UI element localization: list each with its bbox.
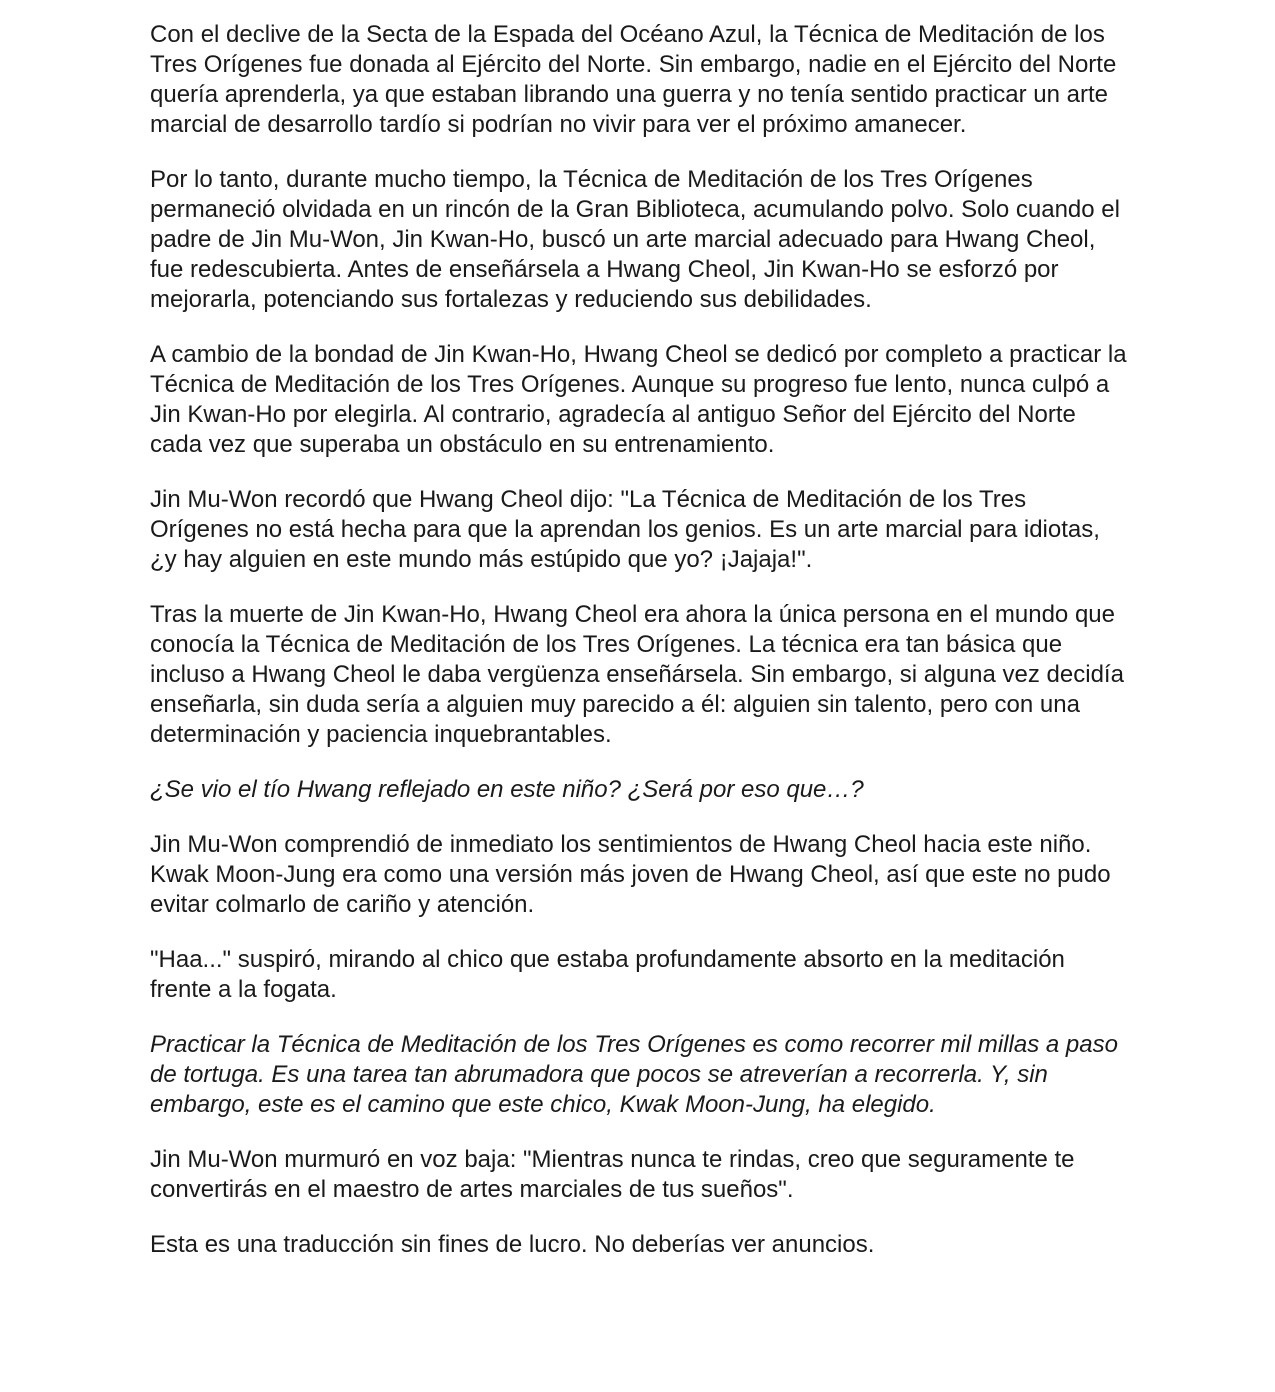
italic-thought-paragraph: ¿Se vio el tío Hwang reflejado en este niño? ¿Será por eso que…?: [150, 776, 864, 803]
paragraph: Jin Mu-Won murmuró en voz baja: "Mientras nunca te rindas, creo que seguramente te convertirás en el maestro de artes marciales de tus sueños".: [150, 1146, 1075, 1203]
paragraph: Con el declive de la Secta de la Espada del Océano Azul, la Técnica de Meditación de los Tres Orígenes fue donada al Ejército del Norte. Sin embargo, nadie en el Ejército del Norte quería aprenderla, ya que estaban librando una guerra y no tenía sentido practicar un arte marcial de desarrollo tardío si podrían no vivir para ver el próximo amanecer.: [150, 21, 1117, 138]
paragraph: "Haa..." suspiró, mirando al chico que estaba profundamente absorto en la meditación frente a la fogata.: [150, 946, 1065, 1003]
italic-thought-paragraph: Practicar la Técnica de Meditación de los Tres Orígenes es como recorrer mil millas a paso de tortuga. Es una tarea tan abrumadora que pocos se atreverían a recorrerla. Y, sin embargo, este es el camino que este chico, Kwak Moon-Jung, ha elegido.: [150, 1031, 1118, 1118]
document-page: [150, 20, 1130, 1285]
paragraph: Por lo tanto, durante mucho tiempo, la Técnica de Meditación de los Tres Orígenes permaneció olvidada en un rincón de la Gran Biblioteca, acumulando polvo. Solo cuando el padre de Jin Mu-Won, Jin Kwan-Ho, buscó un arte marcial adecuado para Hwang Cheol, fue redescubierta. Antes de enseñársela a Hwang Cheol, Jin Kwan-Ho se esforzó por mejorarla, potenciando sus fortalezas y reduciendo sus debilidades.: [150, 166, 1120, 313]
paragraph: A cambio de la bondad de Jin Kwan-Ho, Hwang Cheol se dedicó por completo a practicar la Técnica de Meditación de los Tres Orígenes. Aunque su progreso fue lento, nunca culpó a Jin Kwan-Ho por elegirla. Al contrario, agradecía al antiguo Señor del Ejército del Norte cada vez que superaba un obstáculo en su entrenamiento.: [150, 341, 1127, 458]
paragraph: Jin Mu-Won comprendió de inmediato los sentimientos de Hwang Cheol hacia este niño. Kwak Moon-Jung era como una versión más joven de Hwang Cheol, así que este no pudo evitar colmarlo de cariño y atención.: [150, 831, 1111, 918]
translator-note: Esta es una traducción sin fines de lucro. No deberías ver anuncios.: [150, 1231, 875, 1258]
paragraph: Tras la muerte de Jin Kwan-Ho, Hwang Cheol era ahora la única persona en el mundo que conocía la Técnica de Meditación de los Tres Orígenes. La técnica era tan básica que incluso a Hwang Cheol le daba vergüenza enseñársela. Sin embargo, si alguna vez decidía enseñarla, sin duda sería a alguien muy parecido a él: alguien sin talento, pero con una determinación y paciencia inquebrantables.: [150, 601, 1124, 748]
paragraph: Jin Mu-Won recordó que Hwang Cheol dijo: "La Técnica de Meditación de los Tres Orígenes no está hecha para que la aprendan los genios. Es un arte marcial para idiotas, ¿y hay alguien en este mundo más estúpido que yo? ¡Jajaja!".: [150, 486, 1100, 573]
